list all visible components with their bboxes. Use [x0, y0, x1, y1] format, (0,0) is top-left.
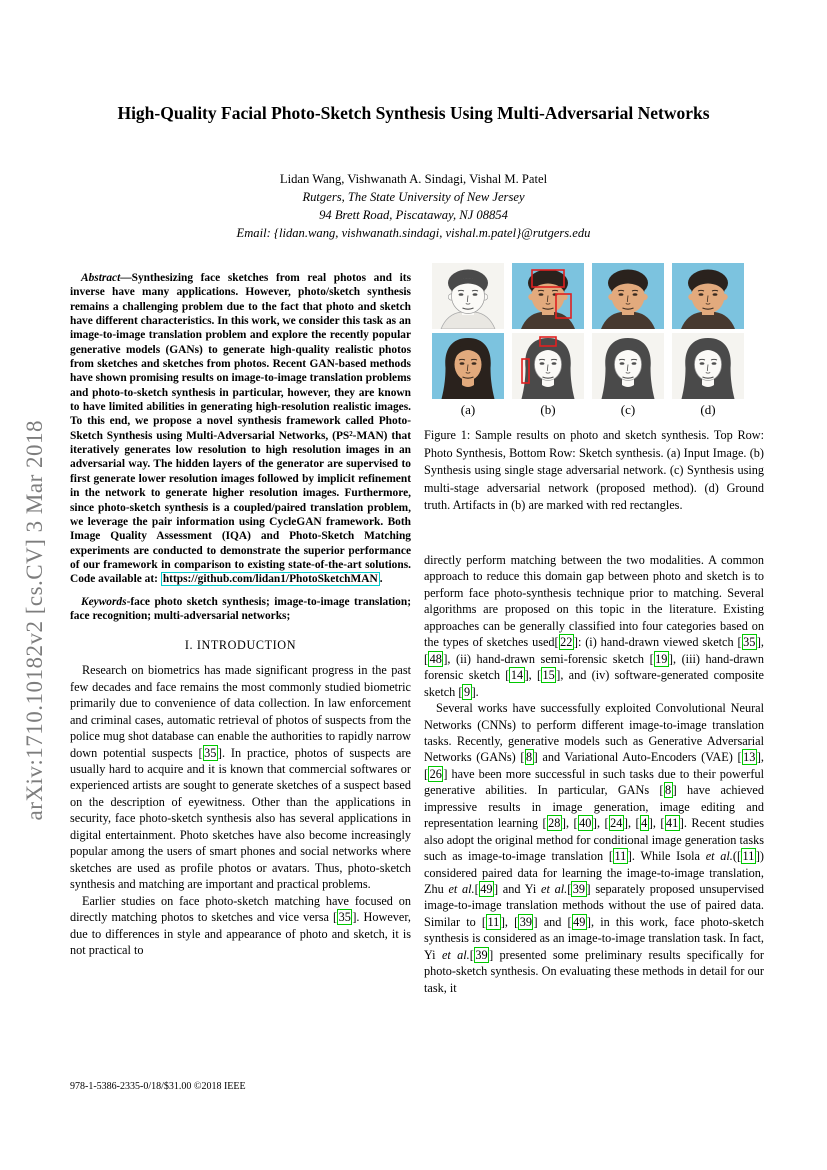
figure-image-female-ground-truth-sketch — [672, 333, 744, 399]
citation-14[interactable]: 14 — [510, 668, 524, 683]
citation-4[interactable]: 4 — [641, 816, 648, 831]
citation-49[interactable]: 49 — [573, 914, 586, 929]
citation-15[interactable]: 15 — [542, 668, 555, 683]
citation-19[interactable]: 19 — [655, 651, 668, 666]
citation-40[interactable]: 40 — [579, 816, 592, 831]
citation-13[interactable]: 13 — [743, 750, 756, 765]
figure-image-male-ground-truth-photo — [672, 263, 744, 329]
authors-line: Lidan Wang, Vishwanath A. Sindagi, Vishal M. Patel — [279, 172, 548, 186]
figure-image-female-single-stage-sketch — [512, 333, 584, 399]
keywords-paragraph — [70, 595, 411, 624]
keywords-text: -face photo sketch synthesis; image-to-image translation; face recognition; multi-adversarial networks; — [70, 595, 411, 622]
citation-39[interactable]: 39 — [572, 882, 586, 897]
figure-1-image-grid — [432, 263, 764, 399]
citation-35[interactable]: 35 — [743, 635, 756, 650]
abstract-text: Synthesizing face sketches from real photos and its inverse have many applications. However, photo/sketch synthesis remains a challenging problem due to the fact that photo and sketch have different characteristics. In this work, we consider this task as an image-to-image translation problem and explore the recently popular generative models (GANs) to generate high-quality realistic photos from sketches and sketches from photos. Recent GAN-based methods have shown promising results on image-to-image translation problems and photo-to-sketch synthesis in particular, however, they are known to have limited abilities in generating high-resolution realistic images. To this end, we propose a novel synthesis framework called Photo-Sketch Synthesis using Multi-Adversarial Networks, (PS²-MAN) that iteratively generates low resolution to high resolution images in an adversarial way. The hidden layers of the generator are supervised to first generate lower resolution images followed by implicit refinement in the network to generate higher resolution images. Furthermore, since photo-sketch synthesis is a coupled/paired translation problem, we leverage the pair information using CycleGAN framework. Both Image Quality Assessment (IQA) and Photo-Sketch Matching experiments are conducted to demonstrate the superior performance of our framework in comparison to existing state-of-the-art solutions. Code available at: — [70, 272, 411, 586]
intro-paragraph-1: Research on biometrics has made significant progress in the past few decades and face remains the most commonly studied biometric primarily due to convenience of data collection. In law enforcement and criminal cases, automatic retrieval of photos of suspects from the police mug shot database can enable the authorities to rapidly narrow down potential suspects [ 35 ]. In practice, photos of suspects are usually hard to acquire and it is known that commercial softwares or experienced artists are sought to generate sketches of a suspect based on the description of eyewitness. Other than the applications in security, face photo-sketch synthesis also has several applications in digital entertainment. Photo sketches have also become increasingly popular among the users of smart phones and social networks where sketches are used as profile photos or avatars. Thus, photo-sketch synthesis and matching are important and practical problems. — [70, 663, 411, 892]
right-column — [424, 263, 764, 996]
affiliation-line: Rutgers, The State University of New Jersey — [302, 190, 525, 204]
figure-image-female-input-photo — [432, 333, 504, 399]
section-heading-introduction: I. INTRODUCTION — [184, 638, 297, 653]
arxiv-banner-text: arXiv:1710.10182v2 [cs.CV] 3 Mar 2018 — [22, 419, 47, 821]
citation-24[interactable]: 24 — [610, 816, 623, 831]
citation-9[interactable]: 9 — [463, 684, 471, 699]
figure-label-a: (a) — [460, 402, 476, 417]
figure-image-male-single-stage-photo — [512, 263, 584, 329]
citation-41[interactable]: 41 — [666, 816, 679, 831]
intro-paragraph-3: directly perform matching between the two modalities. A common approach to reduce this domain gap between photo and sketch is to perform face photo-synthesis technique prior to matching. Several algorithms are proposed on this topic in the literature. Existing approaches can be generally classified into four categories based on the types of sketches used[ 22 ]: (i) hand-drawn viewed sketch [ 35 ],[ 48 ], (ii) hand-drawn semi-forensic sketch [ 19 ], (iii) hand-drawn forensic sketch [ 14 ], [ 15 ], and (iv) software-generated composite sketch [ 9 ]. — [424, 552, 765, 699]
citation-11[interactable]: 11 — [742, 849, 755, 864]
abstract-end: . — [379, 573, 383, 586]
citation-11[interactable]: 11 — [614, 849, 627, 864]
address-line: 94 Brett Road, Piscataway, NJ 08854 — [319, 208, 508, 222]
citation-26[interactable]: 26 — [429, 766, 442, 781]
left-column — [70, 271, 411, 958]
abstract-label: Abstract — [81, 272, 121, 284]
figure-label-c: (c) — [620, 402, 636, 417]
paper-title: High-Quality Facial Photo-Sketch Synthesis Using Multi-Adversarial Networks — [117, 103, 710, 123]
intro-paragraph-4: Several works have successfully exploited Convolutional Neural Networks (CNNs) to perform different image-to-image translation tasks. Recently, generative models such as Generative Adversarial Networks (GANs) [ 8 ] and Variational Auto-Encoders (VAE) [ 13 ], [ 26 ] have been more successful in such tasks due to their powerful generative abilities. In particular, GANs [ 8 ] have achieved impressive results in image generation, image editing and representation learning [ 28 ], [ 40 ], [ 24 ], [ 4 ], [ 41 ]. Recent studies also adopt the original method for conditional image generation tasks such as image-to-image translation [ 11 ]. While Isola et al.([ 11 ]) considered paired data for learning the image-to-image translation, Zhu et al.[ 49 ] and Yi et al.[ 39 ] separately proposed unsupervised image-to-image translation methods without the use of paired data. Similar to [ 11 ], [ 39 ] and [ 49 ], in this work, face photo-sketch synthesis is considered as an image-to-image translation task. In fact, Yi et al.[ 39 ] presented some preliminary results specifically for photo-sketch synthesis. On evaluating these methods in detail for our task, it — [424, 701, 765, 995]
citation-8[interactable]: 8 — [526, 750, 533, 765]
keywords-label: Keywords — [81, 595, 127, 608]
citation-22[interactable]: 22 — [560, 635, 573, 650]
code-repository-link[interactable]: https://github.com/lidan1/PhotoSketchMAN — [162, 573, 378, 586]
intro-paragraph-2: Earlier studies on face photo-sketch matching have focused on directly matching photos to sketches and vice versa [ 35 ]. However, due to differences in style and appearance of photo and sketch, it is not practical to — [70, 893, 411, 957]
figure-image-female-proposed-sketch — [592, 333, 664, 399]
citation-8[interactable]: 8 — [665, 783, 672, 798]
arxiv-banner — [18, 358, 52, 882]
citation-49[interactable]: 49 — [480, 882, 493, 897]
citation-28[interactable]: 28 — [548, 816, 561, 831]
citation-39[interactable]: 39 — [519, 914, 532, 929]
author-block — [0, 170, 827, 242]
copyright-footer: 978-1-5386-2335-0/18/$31.00 ©2018 IEEE — [70, 1081, 246, 1092]
citation-11[interactable]: 11 — [487, 914, 500, 929]
figure-1-column-labels — [432, 402, 764, 418]
figure-image-male-input-sketch — [432, 263, 504, 329]
abstract-paragraph — [70, 271, 411, 587]
figure-label-b: (b) — [540, 402, 556, 417]
citation-35[interactable]: 35 — [204, 745, 217, 760]
abstract-dash: — — [120, 272, 132, 284]
figure-1-caption: Figure 1: Sample results on photo and sketch synthesis. Top Row: Photo Synthesis, Bottom Row: Sketch synthesis. (a) Input Image. (b) Synthesis using single stage adversarial network. (c) Synthesis using multi-stage adversarial network (proposed method). (d) Ground truth. Artifacts in (b) are marked with red rectangles. — [424, 428, 764, 513]
email-line: Email: {lidan.wang, vishwanath.sindagi, vishal.m.patel}@rutgers.edu — [236, 226, 591, 240]
citation-39[interactable]: 39 — [475, 947, 488, 962]
figure-image-male-proposed-photo — [592, 263, 664, 329]
figure-label-d: (d) — [700, 402, 716, 417]
citation-35[interactable]: 35 — [338, 910, 351, 925]
citation-48[interactable]: 48 — [429, 651, 442, 666]
